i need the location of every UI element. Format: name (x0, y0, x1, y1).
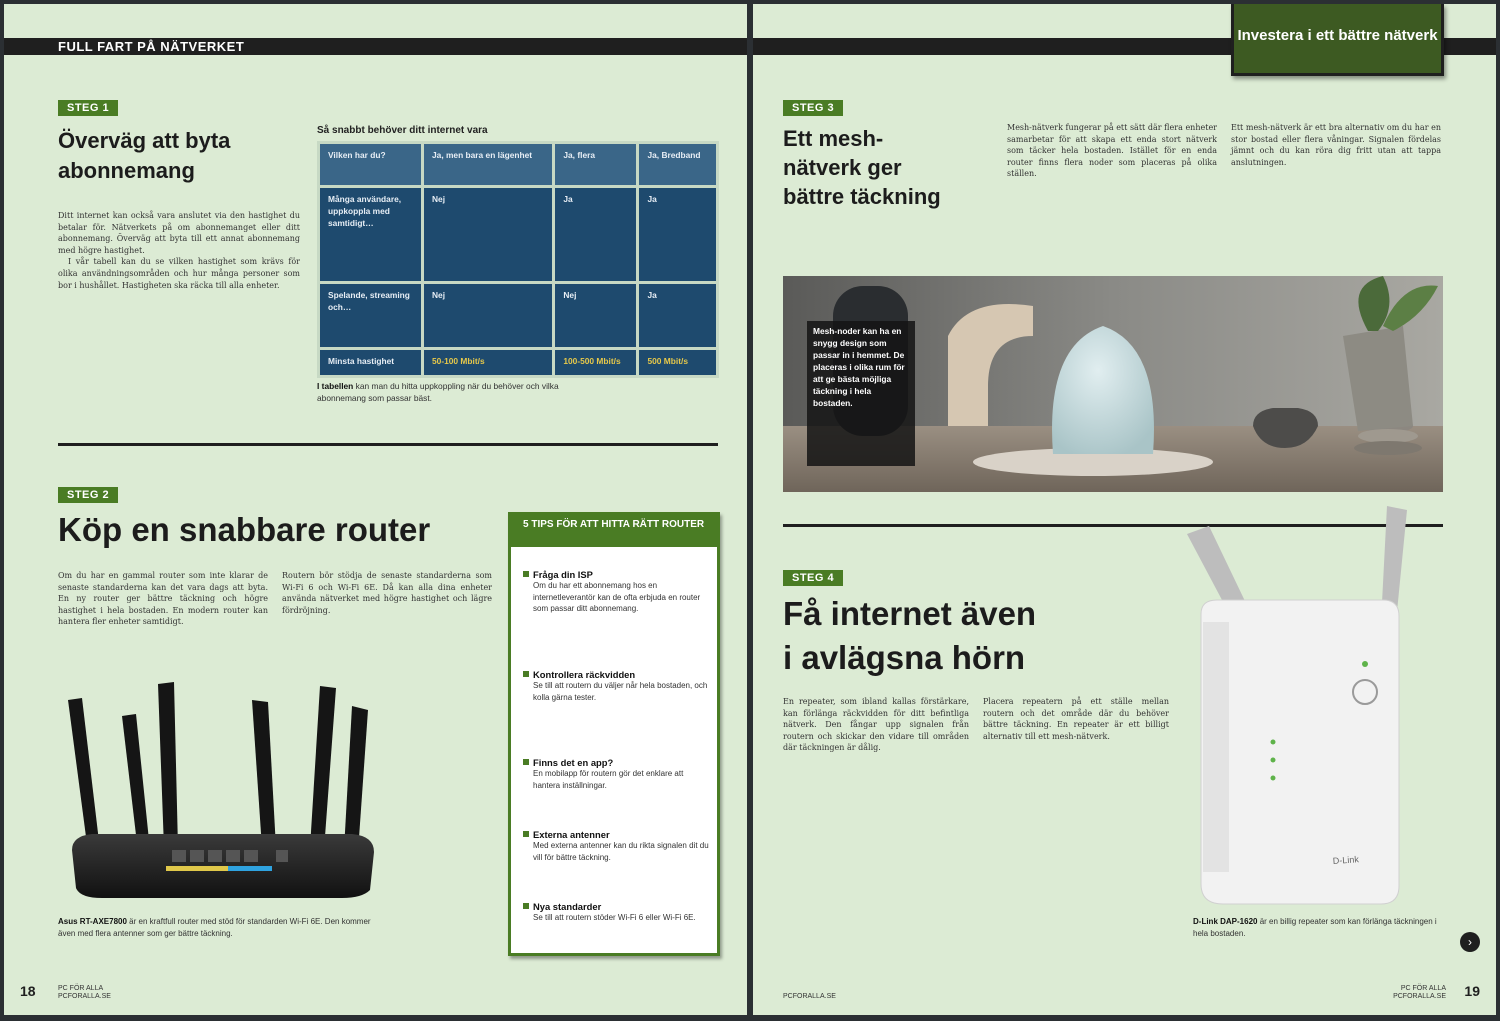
right-page (753, 4, 1496, 1015)
table-cell: 500 Mbit/s (638, 349, 718, 377)
tip-title: Finns det en app? (523, 757, 711, 768)
svg-text:D-Link: D-Link (1332, 854, 1360, 866)
table-title: Så snabbt behöver ditt internet vara (317, 125, 488, 136)
tip-title: Externa antenner (523, 829, 711, 840)
tips-box (508, 512, 720, 956)
router-caption-bold: Asus RT-AXE7800 (58, 917, 127, 926)
step1-paragraph: I vår tabell kan du se vilken hastighet som krävs för olika användningsområden och hur många personer som bor i hushållet. Hastigheten ska räcka till alla enheter. (58, 257, 300, 290)
tip-item (523, 669, 711, 703)
footer-credit (58, 985, 111, 1001)
table-cell: Många användare, uppkoppla med samtidigt… (319, 187, 423, 283)
section-tab (1231, 4, 1444, 76)
step2-body-col2: Routern bör stödja de senaste standarderna som Wi-Fi 6 och Wi-Fi 6E. Då kan alla dina enheter använda nätverket med högre hastighet och lägre fördröjning. (282, 571, 492, 615)
top-bar (4, 38, 747, 55)
next-page-arrow-icon: › (1460, 932, 1480, 952)
tip-desc: Om du har ett abonnemang hos en internetleverantör kan de ofta erbjuda en router som passar ditt abonnemang. (533, 581, 701, 614)
tip-item (523, 569, 711, 615)
table-cell: 100-500 Mbit/s (554, 349, 638, 377)
table-cell: Ja (638, 187, 718, 283)
photo-caption: Mesh-noder kan ha en snygg design som passar in i hemmet. De placeras i olika rum för att ge bästa möjliga täckning i hela bostaden. (807, 321, 915, 466)
footer-line: PCFORALLA.SE (58, 993, 111, 1000)
table-cell: Nej (423, 283, 554, 349)
tip-desc: En mobilapp för routern gör det enklare att hantera inställningar. (533, 769, 684, 790)
router-image (62, 680, 382, 910)
tip-item (523, 829, 711, 863)
tip-title: Kontrollera räckvidden (523, 669, 711, 680)
step4-title-line: Få internet även (783, 595, 1037, 632)
mesh-photo (783, 276, 1443, 492)
tip-item (523, 901, 711, 924)
step2-tag: STEG 2 (58, 487, 118, 503)
table-cell: Nej (554, 283, 638, 349)
step4-tag: STEG 4 (783, 570, 843, 586)
table-header: Ja, Bredband (638, 143, 718, 187)
table-cell: Minsta hastighet (319, 349, 423, 377)
running-head: FULL FART PÅ NÄTVERKET (58, 39, 245, 54)
step3-tag: STEG 3 (783, 100, 843, 116)
table-cell: Nej (423, 187, 554, 283)
footer-line: PC FÖR ALLA (1400, 985, 1446, 992)
tip-desc: Se till att routern stöder Wi-Fi 6 eller Wi-Fi 6E. (533, 913, 696, 922)
step3-title-line: nätverk ger (783, 155, 902, 180)
step3-body-col2: Ett mesh-nätverk är ett bra alternativ om du har en stor bostad eller flera våningar. Signalen fördelas jämnt och du kan röra dig fritt utan att tappa anslutningen. (1231, 123, 1441, 167)
tip-desc: Med externa antenner kan du rikta signalen dit du vill för bättre täckning. (533, 841, 709, 862)
table-caption-text: kan man du hitta uppkoppling när du behöver och vilka abonnemang som passar bäst. (317, 381, 559, 403)
page-number: 19 (1464, 983, 1480, 999)
step2-body-col1: Om du har en gammal router som inte klarar de senaste standarderna kan det vara dags att byta. En ny router ger bättre täckning och högre hastighet i hela bostaden. En modern router kan hantera fler enheter samtidigt. (58, 571, 268, 627)
step1-title-line1: Överväg att byta (58, 128, 231, 153)
left-page (4, 4, 747, 1015)
step1-paragraph: Ditt internet kan också vara anslutet via den hastighet du betalar för. Nätverkets på om abonnemanget eller ditt abonnemang. Överväg att byta till ett annat abonnemang med högre hastighet. (58, 211, 300, 255)
step1-body (58, 210, 300, 291)
tips-heading: 5 TIPS FÖR ATT HITTA RÄTT ROUTER (511, 515, 717, 547)
table-caption-bold: I tabellen (317, 381, 354, 391)
footer-line: PCFORALLA.SE (1393, 993, 1446, 1000)
footer-line: PC FÖR ALLA (58, 985, 104, 992)
tip-title: Fråga din ISP (523, 569, 711, 580)
tip-title: Nya standarder (523, 901, 711, 912)
table-row (319, 349, 718, 377)
table-header: Ja, men bara en lägenhet (423, 143, 554, 187)
step1-title (58, 126, 230, 186)
step2-title: Köp en snabbare router (58, 511, 431, 548)
repeater-image (1183, 504, 1443, 914)
repeater-caption-text: är en billig repeater som kan förlänga täckningen i hela bostaden. (1193, 917, 1437, 938)
table-caption (317, 380, 577, 404)
tip-item (523, 757, 711, 791)
step1-tag: STEG 1 (58, 100, 118, 116)
footer-credit (1393, 985, 1446, 1001)
table-header-row (319, 143, 718, 187)
step4-title (783, 592, 1036, 680)
table-cell: Spelande, streaming och… (319, 283, 423, 349)
step3-body-col1: Mesh-nätverk fungerar på ett sätt där flera enheter samarbetar för att skapa ett enda stort nätverk som täcker hela bostaden. Istället för en enda router finns flera noder som placeras på olika ställen. (1007, 123, 1217, 179)
table-cell: 50-100 Mbit/s (423, 349, 554, 377)
step3-title (783, 124, 941, 211)
repeater-caption (1193, 916, 1443, 939)
table-row (319, 283, 718, 349)
router-caption (58, 916, 388, 939)
section-tab-label: Investera i ett bättre nätverk (1237, 27, 1438, 44)
tip-desc: Se till att routern du väljer når hela bostaden, och kolla gärna tester. (533, 681, 708, 702)
router-caption-text: är en kraftfull router med stöd för standarden Wi-Fi 6E. Den kommer även med flera antenner som ger bättre täckning. (58, 917, 371, 938)
step1-title-line2: abonnemang (58, 158, 195, 183)
section-divider (58, 443, 718, 446)
step3-title-line: Ett mesh- (783, 126, 884, 151)
table-header: Ja, flera (554, 143, 638, 187)
step4-body-col2: Placera repeatern på ett ställe mellan routern och det område där du behöver bättre täckning. En repeater är ett billigt alternativ till ett mesh-nätverk. (983, 697, 1169, 741)
step3-title-line: bättre täckning (783, 184, 941, 209)
footer-left: PCFORALLA.SE (783, 993, 836, 1000)
step4-body-col1: En repeater, som ibland kallas förstärkare, kan förlänga räckvidden för ditt befintliga nätverk. Den fångar upp signalen från routern och skickar den vidare till områden där täckningen är dålig. (783, 697, 969, 753)
step4-title-line: i avlägsna hörn (783, 639, 1026, 676)
table-header: Vilken har du? (319, 143, 423, 187)
table-cell: Ja (554, 187, 638, 283)
page-number: 18 (20, 983, 36, 999)
table-cell: Ja (638, 283, 718, 349)
speed-table (317, 141, 719, 378)
table-row (319, 187, 718, 283)
repeater-caption-bold: D-Link DAP-1620 (1193, 917, 1258, 926)
